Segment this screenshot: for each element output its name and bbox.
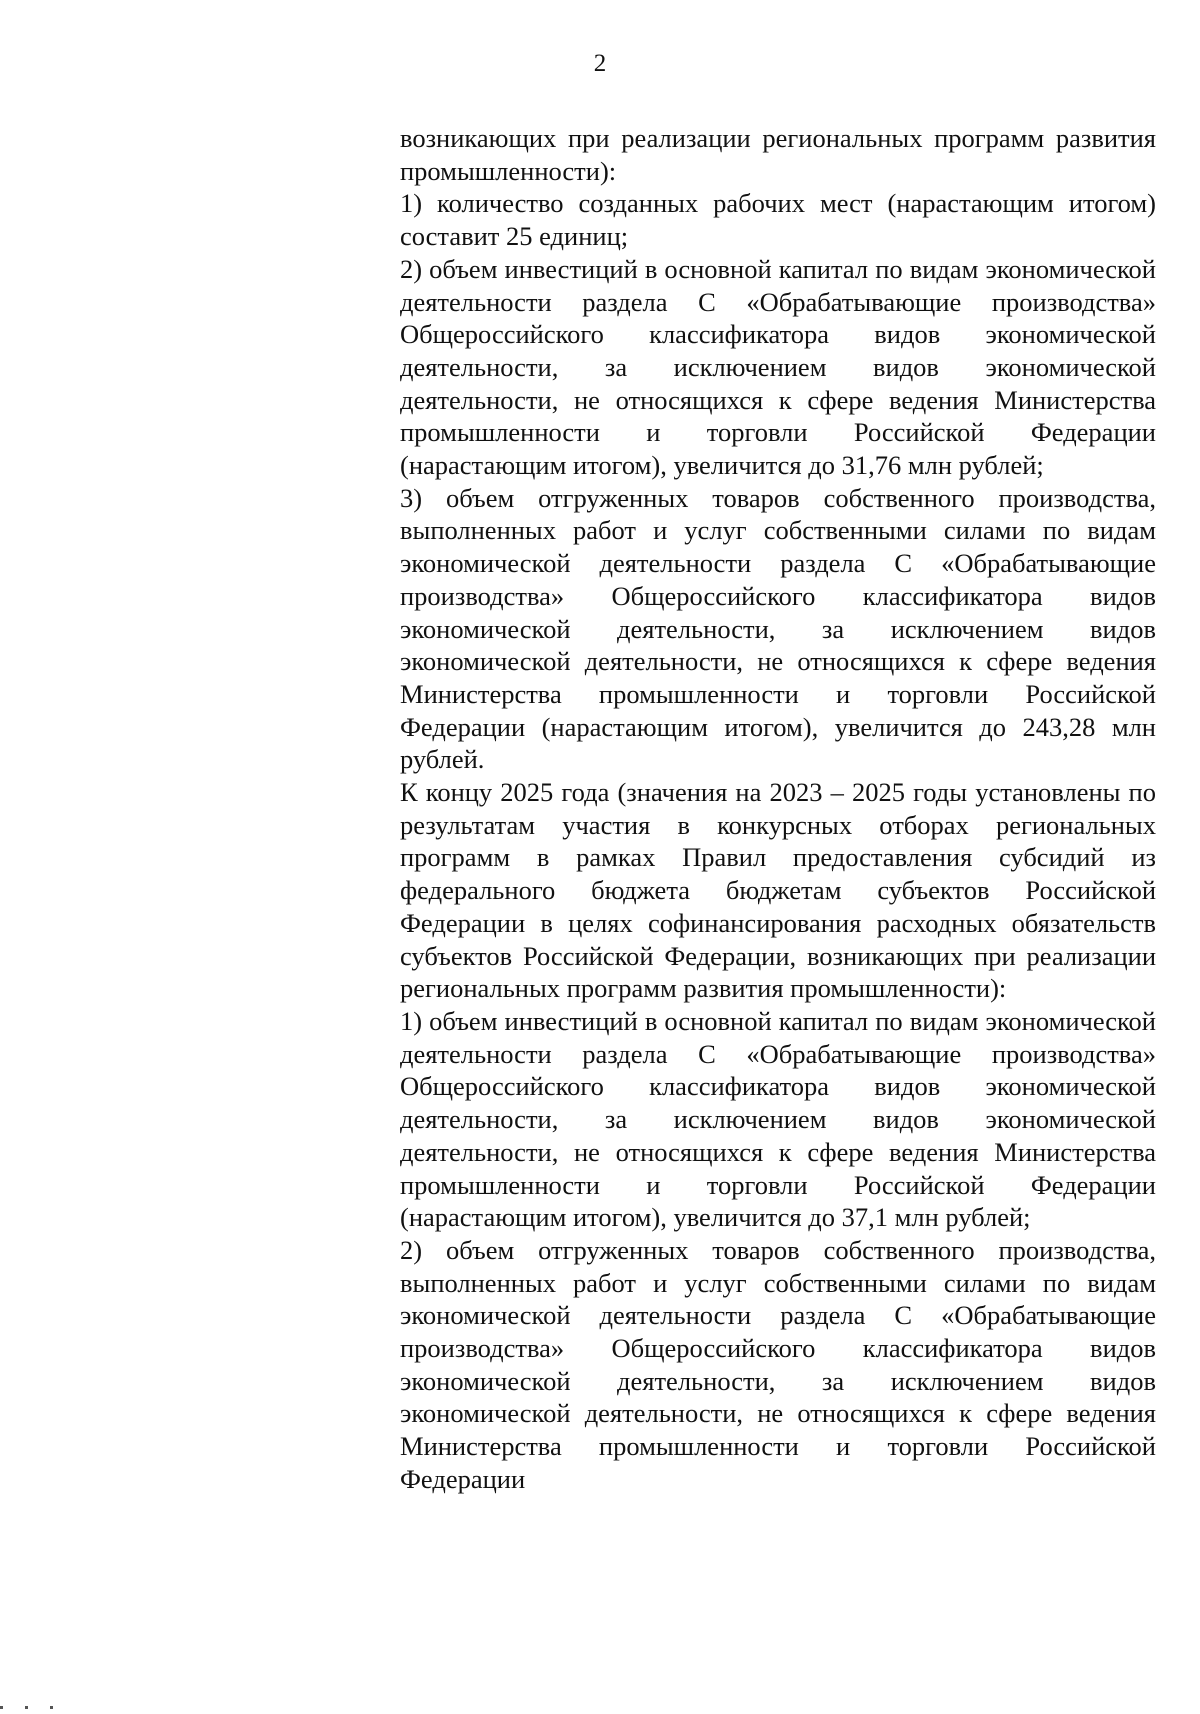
- paragraph-continuation: возникающих при реализации региональных программ развития промышленности):: [400, 123, 1156, 186]
- paragraph-end-2025: К концу 2025 года (значения на 2023 – 2025 годы установлены по результатам участия в конкурсных отборах региональных программ в рамках Правил предоставления субсидий из федерального бюджета бюджетам субъектов Российской Федерации в целях софинансирования расходных обязательств субъектов Российской Федерации, возникающих при реализации региональных программ развития промышленности):: [400, 777, 1156, 1004]
- list-item-investment-volume-2025: 1) объем инвестиций в основной капитал по видам экономической деятельности раздела С «Обрабатывающие производства» Общероссийского классификатора видов экономической деятельности, за исключением видов экономической деятельности, не относящихся к сфере ведения Министерства промышленности и торговли Российской Федерации (нарастающим итогом), увеличится до 37,1 млн рублей;: [400, 1005, 1156, 1233]
- scan-artifact-dots: [0, 1696, 110, 1702]
- page-number: 2: [593, 50, 607, 77]
- list-item-investment-volume: 2) объем инвестиций в основной капитал по видам экономической деятельности раздела С «Обрабатывающие производства» Общероссийского классификатора видов экономической деятельности, за исключением видов экономической деятельности, не относящихся к сфере ведения Министерства промышленности и торговли Российской Федерации (нарастающим итогом), увеличится до 31,76 млн рублей;: [400, 253, 1156, 481]
- list-item-shipped-goods-volume-2025: 2) объем отгруженных товаров собственного производства, выполненных работ и услуг собственными силами по видам экономической деятельности раздела С «Обрабатывающие производства» Общероссийского классификатора видов экономической деятельности, за исключением видов экономической деятельности, не относящихся к сфере ведения Министерства промышленности и торговли Российской Федерации: [400, 1234, 1156, 1494]
- list-item-jobs-created: 1) количество созданных рабочих мест (нарастающим итогом) составит 25 единиц;: [400, 188, 1156, 252]
- list-item-shipped-goods-volume: 3) объем отгруженных товаров собственного производства, выполненных работ и услуг собственными силами по видам экономической деятельности раздела С «Обрабатывающие производства» Общероссийского классификатора видов экономической деятельности, за исключением видов экономической деятельности, не относящихся к сфере ведения Министерства промышленности и торговли Российской Федерации (нарастающим итогом), увеличится до 243,28 млн рублей.: [400, 482, 1156, 775]
- document-body: [400, 122, 1156, 1496]
